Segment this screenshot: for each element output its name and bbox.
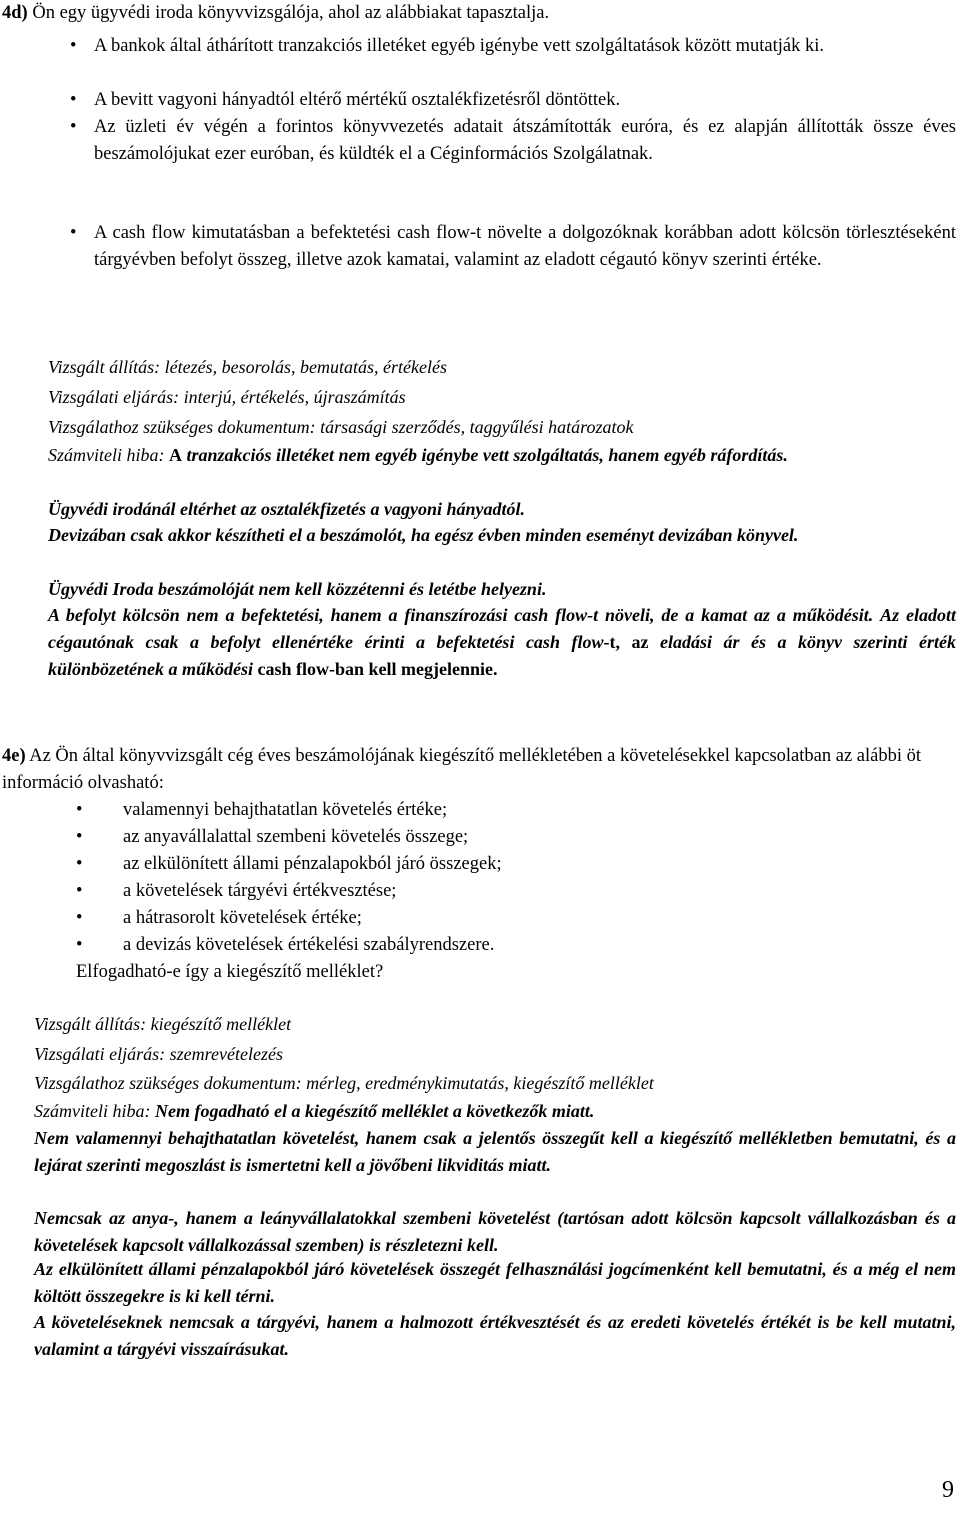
audit-assertion-4d: Vizsgált állítás: létezés, besorolás, bemutatás, értékelés	[48, 357, 447, 377]
accounting-error-4d-5	[48, 602, 956, 683]
error-label: Számviteli hiba:	[34, 1101, 151, 1121]
bullet-dot: •	[70, 90, 77, 110]
bullet-dot: •	[76, 881, 83, 901]
error-label: Számviteli hiba:	[48, 445, 165, 465]
list-item-text: a követelések tárgyévi értékvesztése;	[123, 881, 397, 901]
bullet-dot: •	[76, 827, 83, 847]
section-4d-label: 4d)	[2, 3, 28, 23]
section-4d-intro-text: Ön egy ügyvédi iroda könyvvizsgálója, ahol az alábbiakat tapasztalja.	[32, 3, 550, 23]
section-4e-question: Elfogadható-e így a kiegészítő melléklet?	[76, 962, 384, 982]
error-text-b: tranzakciós illetéket nem egyéb igénybe vett szolgáltatás, hanem egyéb ráfordítás.	[186, 445, 788, 465]
section-4e-intro	[2, 743, 956, 797]
page-number: 9	[942, 1477, 954, 1503]
bullet-dot: •	[70, 36, 77, 56]
accounting-error-4e-2: Nemcsak az anya-, hanem a leányvállalatokkal szembeni követelést (tartósan adott kölcsön kapcsolt vállalkozásban és a követelések kapcsolt vállalkozással szemben) is részletezni kell.	[34, 1208, 956, 1255]
error-text-a: A	[168, 445, 182, 465]
accounting-error-4e-3: Az elkülönített állami pénzalapokból járó követelések összegét felhasználási jogcímenként kell bemutatni, és a még el nem költött összegekre is ki kell térni.	[34, 1259, 956, 1306]
error-text-b: Az eladott cégautónak csak a befolyt ellenértéke érinti a befektetési cash flow	[48, 605, 956, 652]
section-4d-intro	[2, 0, 942, 27]
accounting-error-4d-2: Ügyvédi irodánál eltérhet az osztalékfizetés a vagyoni hányadtól.	[48, 499, 525, 519]
section-4e-intro-text: Az Ön által könyvvizsgált cég éves beszámolójának kiegészítő mellékletében a követelésekkel kapcsolatban az alábbi öt információ olvasható:	[2, 746, 922, 793]
list-item-text: valamennyi behajthatatlan követelés értéke;	[123, 800, 448, 820]
list-item-text: a devizás követelések értékelési szabályrendszere.	[123, 935, 495, 955]
audit-procedure-4e: Vizsgálati eljárás: szemrevételezés	[34, 1044, 283, 1064]
list-item-text: az anyavállalattal szembeni követelés összege;	[123, 827, 469, 847]
bullet-dot: •	[76, 854, 83, 874]
error-text-c: -t, az	[603, 632, 649, 652]
bullet-dot: •	[70, 223, 77, 243]
error-head-text: Nem fogadható el a kiegészítő melléklet a következők miatt.	[154, 1101, 595, 1121]
bullet-dot: •	[70, 117, 77, 137]
list-item-text: Az üzleti év végén a forintos könyvvezetés adatait átszámították euróra, és ez alapján állították össze éves beszámolójukat ezer euróban, és küldték el a Céginformációs Szolgálatnak.	[94, 117, 956, 164]
error-text-e: cash flow-ban kell megjelennie.	[257, 659, 498, 679]
audit-documents-4d: Vizsgálathoz szükséges dokumentum: társasági szerződés, taggyűlési határozatok	[48, 417, 634, 437]
list-item-text: A bevitt vagyoni hányadtól eltérő mértékű osztalékfizetésről döntöttek.	[94, 90, 621, 110]
list-item-text: A cash flow kimutatásban a befektetési cash flow-t növelte a dolgozóknak korábban adott kölcsön törlesztéseként tárgyévben befolyt összeg, illetve azok kamatai, valamint az eladott cégautó könyv szerinti értéke.	[94, 223, 956, 270]
audit-documents-4e: Vizsgálathoz szükséges dokumentum: mérleg, eredménykimutatás, kiegészítő melléklet	[34, 1073, 654, 1093]
bullet-dot: •	[76, 935, 83, 955]
accounting-error-4e-head	[34, 1098, 956, 1125]
list-item-text: a hátrasorolt követelések értéke;	[123, 908, 362, 928]
list-item-text: az elkülönített állami pénzalapokból járó összegek;	[123, 854, 502, 874]
accounting-error-4d-4: Ügyvédi Iroda beszámolóját nem kell közzétenni és letétbe helyezni.	[48, 579, 547, 599]
section-4e-label: 4e)	[2, 746, 26, 766]
accounting-error-4e-4: A követeléseknek nemcsak a tárgyévi, hanem a halmozott értékvesztését és az eredeti követelés értékét is be kell mutatni, valamint a tárgyévi visszaírásukat.	[34, 1312, 956, 1359]
audit-procedure-4d: Vizsgálati eljárás: interjú, értékelés, újraszámítás	[48, 387, 406, 407]
accounting-error-4d-3: Devizában csak akkor készítheti el a beszámolót, ha egész évben minden eseményt devizában könyvel.	[48, 525, 799, 545]
bullet-dot: •	[76, 908, 83, 928]
bullet-dot: •	[76, 800, 83, 820]
error-text-a: A befolyt kölcsön nem a befektetési, hanem a finanszírozási cash flow-t növeli, de a kamat az a működésit.	[48, 605, 874, 625]
accounting-error-4d-1	[48, 442, 956, 469]
error-text-d: eladási ár és a könyv szerinti érték különbözetének a működési	[48, 632, 956, 679]
list-item-text: A bankok által áthárított tranzakciós illetéket egyéb igénybe vett szolgáltatások között mutatják ki.	[94, 36, 825, 56]
audit-assertion-4e: Vizsgált állítás: kiegészítő melléklet	[34, 1014, 292, 1034]
accounting-error-4e-1: Nem valamennyi behajthatatlan követelést, hanem csak a jelentős összegűt kell a kiegészítő mellékletben bemutatni, és a lejárat szerinti megoszlást is ismertetni kell a jövőbeni likviditás miatt.	[34, 1128, 956, 1175]
